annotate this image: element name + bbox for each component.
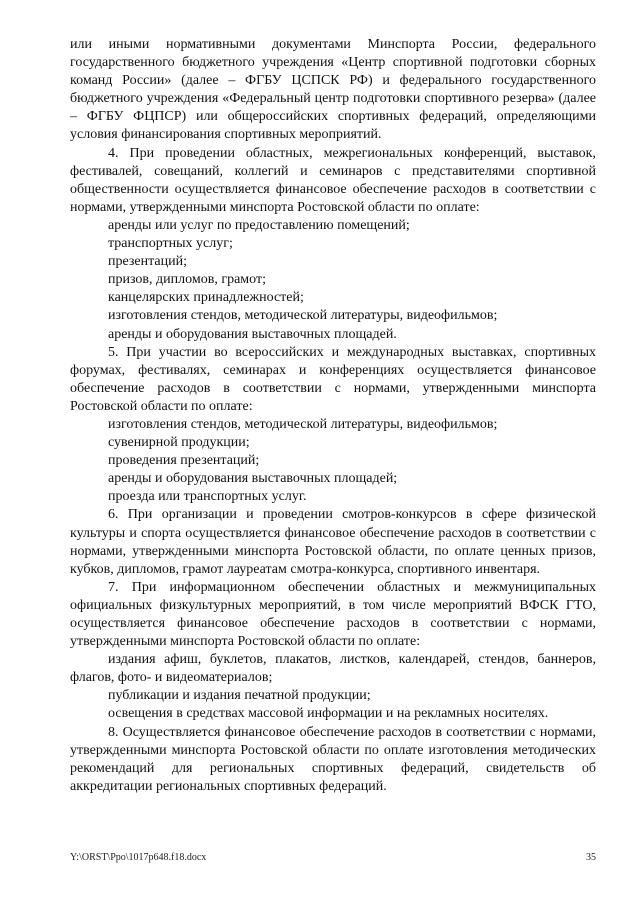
list-item: сувенирной продукции; [108, 435, 250, 451]
list-item: аренды и оборудования выставочных площадей. [108, 326, 397, 342]
list-item: освещения в средствах массовой информации и на рекламных носителях. [108, 706, 549, 722]
paragraph-4: 4. При проведении областных, межрегиональных конференций, выставок, фестивалей, совещаний, коллегий и семинаров с представителями спортивной общественности осуществляется финансовое обеспечение расходов в соответствии с нормами, утвержденными минспорта Ростовской области по оплате: [70, 145, 596, 215]
list-item: транспортных услуг; [108, 236, 233, 252]
page-footer [70, 852, 596, 863]
paragraph-5: 5. При участии во всероссийских и международных выставках, спортивных форумах, фестивалях, семинарах и конференциях осуществляется финансовое обеспечение расходов в соответствии с нормами, утвержденными минспорта Ростовской области по оплате: [70, 344, 596, 414]
list-item: проведения презентаций; [108, 453, 260, 469]
list-item: канцелярских принадлежностей; [108, 290, 304, 306]
list-item: издания афиш, буклетов, плакатов, листков, календарей, стендов, баннеров, флагов, фото- и видеоматериалов; [70, 652, 596, 686]
list-item: аренды или услуг по предоставлению помещений; [108, 217, 410, 233]
list-item: изготовления стендов, методической литературы, видеофильмов; [108, 416, 498, 432]
list-item: презентаций; [108, 254, 187, 270]
list-item: аренды и оборудования выставочных площадей; [108, 471, 398, 487]
paragraph-6: 6. При организации и проведении смотров-конкурсов в сфере физической культуры и спорта осуществляется финансовое обеспечение расходов в соответствии с нормами, утвержденными минспорта Ростовской области, по оплате ценных призов, кубков, дипломов, грамот лауреатам смотра-конкурса, спортивного инвентаря. [70, 507, 596, 577]
list-item: публикации и издания печатной продукции; [108, 688, 371, 704]
list-item: изготовления стендов, методической литературы, видеофильмов; [108, 308, 498, 324]
page-number: 35 [586, 852, 596, 863]
paragraph-8: 8. Осуществляется финансовое обеспечение расходов в соответствии с нормами, утвержденными минспорта Ростовской области по оплате изготовления методических рекомендаций для региональных спортивных федераций, свидетельств об аккредитации региональных спортивных федераций. [70, 724, 596, 794]
list-item: призов, дипломов, грамот; [108, 272, 266, 288]
list-item: проезда или транспортных услуг. [108, 489, 307, 505]
paragraph-intro: или иными нормативными документами Минспорта России, федерального государственного бюджетного учреждения «Центр спортивной подготовки сборных команд России» (далее – ФГБУ ЦСПСК РФ) и федерального государственного бюджетного учреждения «Федеральный центр подготовки спортивного резерва» (далее – ФГБУ ФЦПСР) или общероссийских спортивных федераций, определяющими условия финансирования спортивных мероприятий. [70, 37, 596, 143]
file-path: Y:\ORST\Ppo\1017p648.f18.docx [70, 852, 207, 863]
document-body [70, 36, 596, 796]
paragraph-7: 7. При информационном обеспечении областных и межмуниципальных официальных физкультурных мероприятий, в том числе мероприятий ВФСК ГТО, осуществляется финансовое обеспечение расходов в соответствии с нормами, утвержденными минспорта Ростовской области по оплате: [70, 579, 596, 650]
